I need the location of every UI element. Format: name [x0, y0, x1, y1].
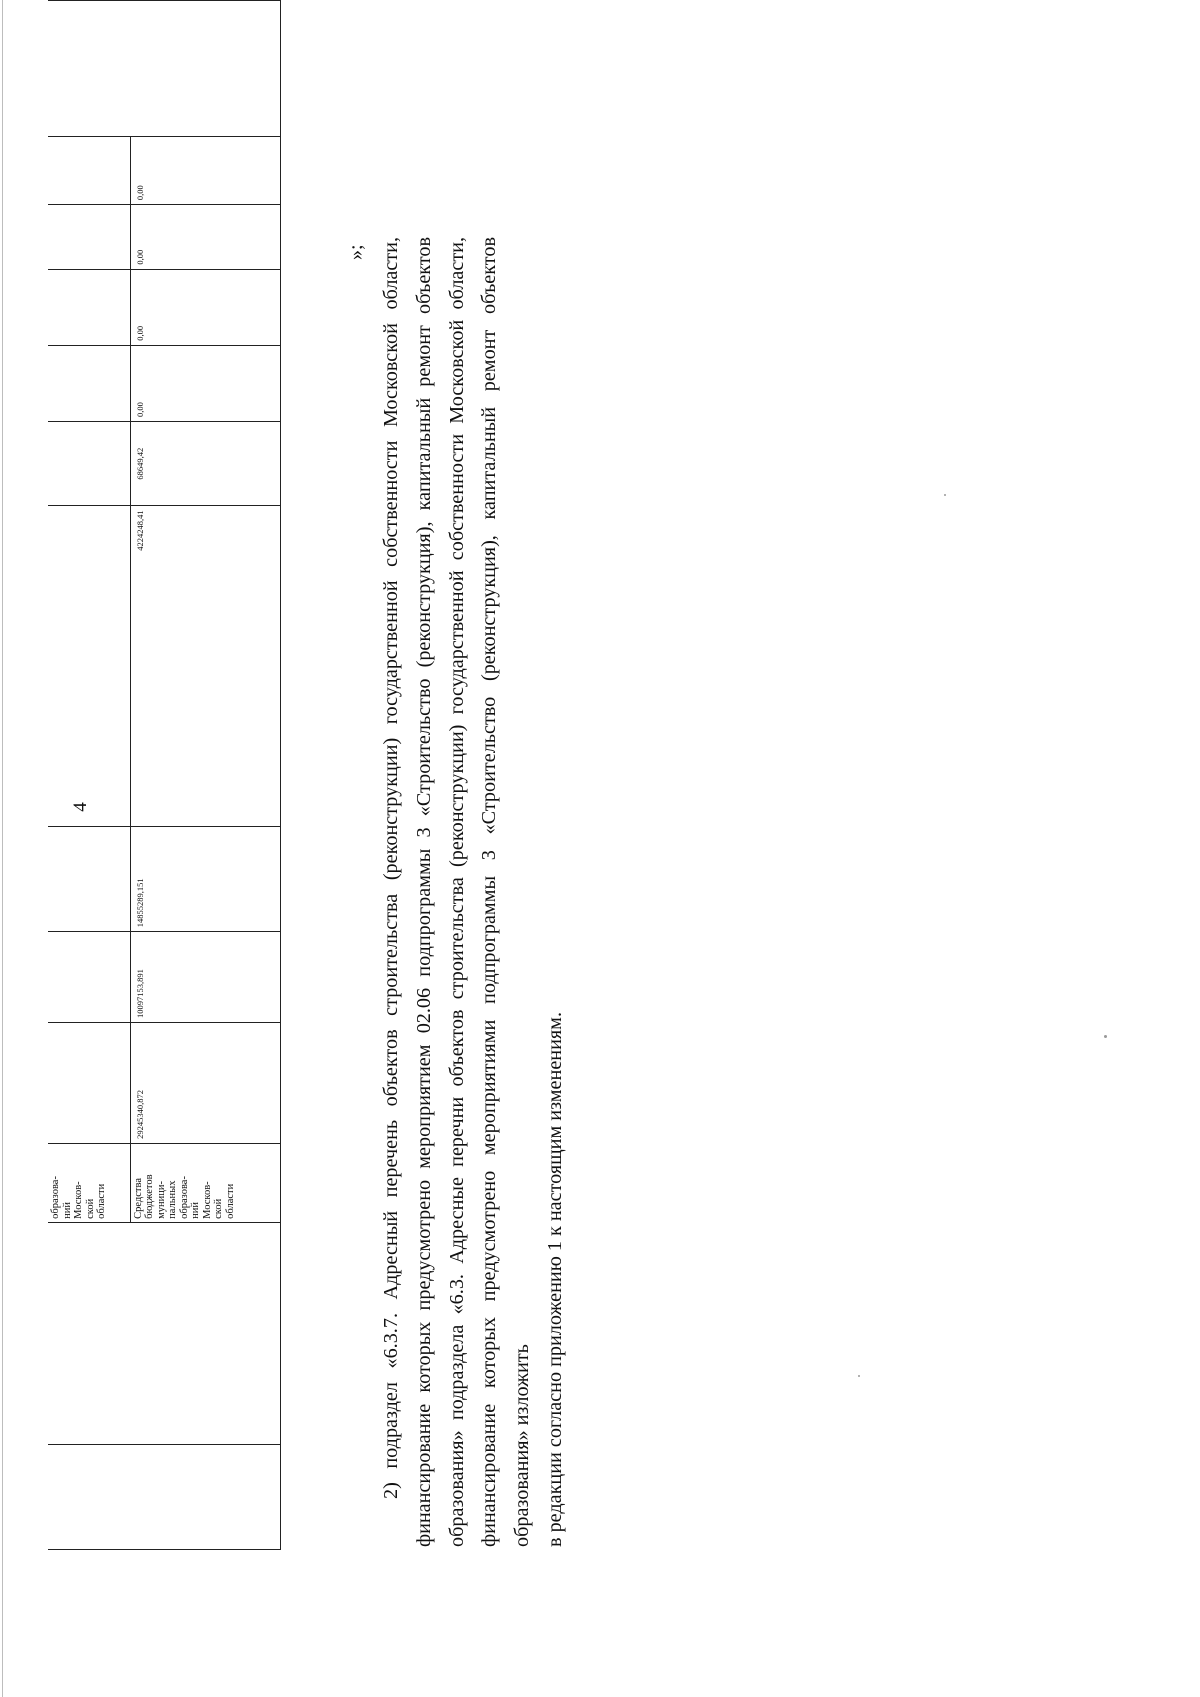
- table-cell: [48, 506, 130, 826]
- amendment-paragraph: [375, 237, 572, 1547]
- table-cell: 29245340,872: [130, 1023, 280, 1144]
- row-label: Средства бюджетов муници- пальных образова- ний Москов- ской области: [130, 1143, 280, 1222]
- table-cell: 0,00: [130, 136, 280, 204]
- table-cell: 0,00: [130, 205, 280, 270]
- table-cell: 0,00: [130, 345, 280, 421]
- table-cell: [48, 345, 130, 421]
- table-cell: [48, 1, 280, 137]
- row-label: образова- ний Москов- ской области: [48, 1143, 130, 1222]
- table-cell: [48, 269, 130, 345]
- table-cell: [48, 932, 130, 1023]
- table-cell: 10097153,891: [130, 932, 280, 1023]
- table-cell-blank: [48, 1445, 280, 1550]
- paragraph-last-line: в редакции согласно приложению 1 к настоящим изменениям.: [543, 1012, 566, 1547]
- closing-quote-mark: »;: [345, 244, 367, 260]
- table-cell: 68649,42: [130, 421, 280, 505]
- table-cell: [48, 421, 130, 505]
- table-cell: [48, 136, 130, 204]
- table-row: [48, 1, 130, 1550]
- budget-table: [48, 0, 281, 1550]
- table-cell: 14855289,151: [130, 826, 280, 931]
- table-cell: [48, 1023, 130, 1144]
- paragraph-text: 2) подраздел «6.3.7. Адресный перечень объектов строительства (реконструкции) государственной собственности Московской области, финансирование которых предусмотрено мероприятием 02.06 подпрограммы 3 «Строительство (реконструкция), капитальный ремонт объектов образования» подраздела «6.3. Адресные перечни объектов строительства (реконструкции) государственной собственности Московской области, финансирование которых предусмотрено мероприятиями подпрограммы 3 «Строительство (реконструкция), капитальный ремонт объектов образования» изложить: [380, 237, 534, 1547]
- table-cell: [48, 205, 130, 270]
- page-number: 4: [70, 802, 91, 812]
- table-cell: 0,00: [130, 269, 280, 345]
- table-cell: 4224248,41: [130, 506, 280, 826]
- table-cell: [48, 826, 130, 931]
- table-cell-blank: [48, 1222, 280, 1445]
